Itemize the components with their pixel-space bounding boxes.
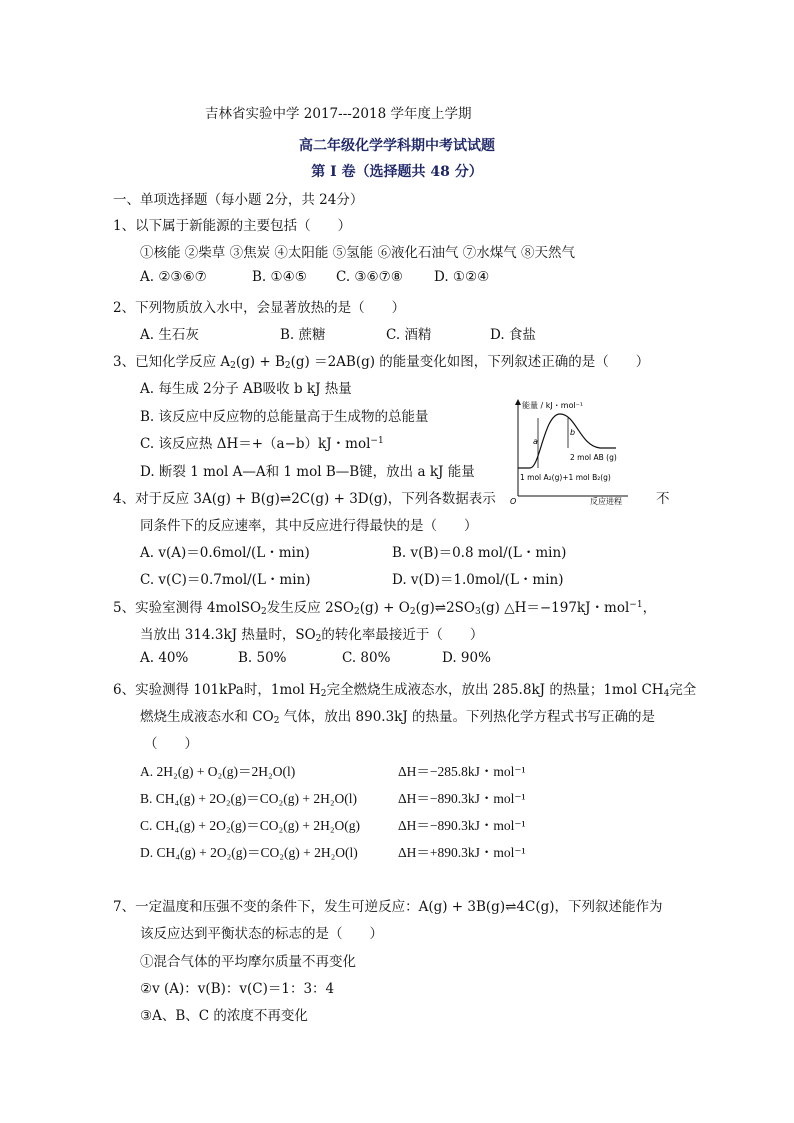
- q1-option-a: A. ②③⑥⑦: [140, 269, 207, 285]
- school-header: 吉林省实验中学 2017---2018 学年度上学期: [205, 106, 472, 122]
- exam-title: 高二年级化学学科期中考试试题: [299, 138, 495, 154]
- q4-stem-end: 不: [656, 491, 670, 507]
- q2-option-c: C. 酒精: [386, 327, 432, 343]
- q1-items: ①核能 ②柴草 ③焦炭 ④太阳能 ⑤氢能 ⑥液化石油气 ⑦水煤气 ⑧天然气: [140, 245, 576, 261]
- q5-stem-line2: 当放出 314.3kJ 热量时，$SO_2$的转化率最接近于（ ）: [140, 627, 484, 644]
- q3-option-b: B. 该反应中反应物的总能量高于生成物的总能量: [140, 409, 429, 425]
- q4-option-c: C. v(C)＝0.7mol/(L・min): [140, 572, 311, 588]
- q6-paren: （ ）: [144, 736, 198, 752]
- q6-stem: 6、实验测得 101kPa时，1mol $H_2$完全燃烧生成液态水，放出 285.8kJ 的热量；1mol $CH_4$完全: [113, 682, 697, 699]
- q3-option-a: A. 每生成 2分子 AB吸收 b kJ 热量: [140, 381, 352, 397]
- q2-option-d: D. 食盐: [490, 327, 536, 343]
- exam-subtitle: 第 I 卷（选择题共 48 分）: [311, 164, 483, 180]
- q5-option-a: A. 40%: [140, 650, 189, 666]
- q5-option-c: C. 80%: [342, 650, 391, 666]
- q2-stem: 2、下列物质放入水中，会显著放热的是（ ）: [113, 300, 406, 316]
- energy-diagram: [508, 396, 654, 506]
- q2-option-a: A. 生石灰: [140, 327, 199, 343]
- x-axis-label: 反应进程: [590, 497, 622, 506]
- label-products: 2 mol AB (g): [570, 453, 617, 462]
- origin-label: O: [510, 497, 517, 506]
- q7-item-2: ②v (A)：v(B)：v(C)＝1：3：4: [140, 981, 335, 997]
- q6-option-d: D. CH₄(g) + 2O₂(g)＝CO₂(g) + 2H₂O(l): [140, 845, 358, 860]
- y-axis-label: 能量 / kJ・mol⁻¹: [522, 401, 584, 410]
- q7-stem: 7、一定温度和压强不变的条件下，发生可逆反应：A(g) + 3B(g)⇌4C(g)，下列叙述能作为: [113, 899, 663, 915]
- q5-option-d: D. 90%: [442, 650, 491, 666]
- q3-stem: 3、已知化学反应 $A_2(g) + B_2(g) =2AB(g)$ 的能量变化如图，下列叙述正确的是（ ）: [113, 354, 650, 371]
- q1-option-d: D. ①②④: [434, 269, 490, 285]
- label-a: a: [533, 437, 538, 446]
- label-b: b: [570, 428, 576, 437]
- q6-stem-line2: 燃烧生成液态水和 $CO_2$ 气体，放出 890.3kJ 的热量。下列热化学方程式书写正确的是: [140, 709, 656, 726]
- q1-option-c: C. ③⑥⑦⑧: [336, 269, 403, 285]
- q1-stem: 1、以下属于新能源的主要包括（ ）: [113, 218, 352, 234]
- q6-dh-b: ΔH＝−890.3kJ・mol⁻¹: [398, 791, 526, 806]
- q6-dh-c: ΔH＝−890.3kJ・mol⁻¹: [398, 818, 526, 833]
- q3-option-c: C. 该反应热 ΔH＝+（a−b）kJ・mol$^{-1}$: [140, 436, 384, 452]
- q4-option-d: D. v(D)＝1.0mol/(L・min): [392, 572, 564, 588]
- q6-option-b: B. CH₄(g) + 2O₂(g)＝CO₂(g) + 2H₂O(l): [140, 791, 358, 806]
- q4-option-a: A. v(A)＝0.6mol/(L・min): [140, 545, 310, 561]
- y-axis-arrow: [515, 399, 521, 405]
- q1-option-b: B. ①④⑤: [252, 269, 307, 285]
- q7-item-3: ③A、B、C 的浓度不再变化: [140, 1008, 308, 1024]
- label-reactants: 1 mol A₂(g)+1 mol B₂(g): [520, 473, 611, 482]
- q2-option-b: B. 蔗糖: [280, 327, 326, 343]
- q6-option-c: C. CH₄(g) + 2O₂(g)＝CO₂(g) + 2H₂O(g): [140, 818, 361, 833]
- q7-item-1: ①混合气体的平均摩尔质量不再变化: [140, 954, 356, 970]
- q4-stem: 4、对于反应 3A(g) + B(g)⇌2C(g) + 3D(g)，下列各数据表示: [113, 491, 496, 507]
- section-heading: 一、单项选择题（每小题 2分，共 24分）: [113, 192, 364, 208]
- q5-stem: 5、实验室测得 4molSO$_2$发生反应 $2SO_2(g)$ + $O_2(g)\rightleftharpoons 2SO_3(g)$ △H＝−197kJ・mol$^{-1}$，: [113, 600, 657, 617]
- q6-dh-a: ΔH＝−285.8kJ・mol⁻¹: [398, 764, 526, 779]
- q6-dh-d: ΔH＝+890.3kJ・mol⁻¹: [398, 845, 526, 860]
- q4-stem-line2: 同条件下的反应速率，其中反应进行得最快的是（ ）: [140, 518, 478, 534]
- q4-option-b: B. v(B)＝0.8 mol/(L・min): [392, 545, 567, 561]
- q7-stem-line2: 该反应达到平衡状态的标志的是（ ）: [140, 926, 383, 942]
- q5-option-b: B. 50%: [238, 650, 287, 666]
- q3-option-d: D. 断裂 1 mol A—A和 1 mol B—B键，放出 a kJ 能量: [140, 464, 475, 480]
- q6-option-a: A. 2H₂(g) + O₂(g)＝2H₂O(l): [140, 764, 296, 779]
